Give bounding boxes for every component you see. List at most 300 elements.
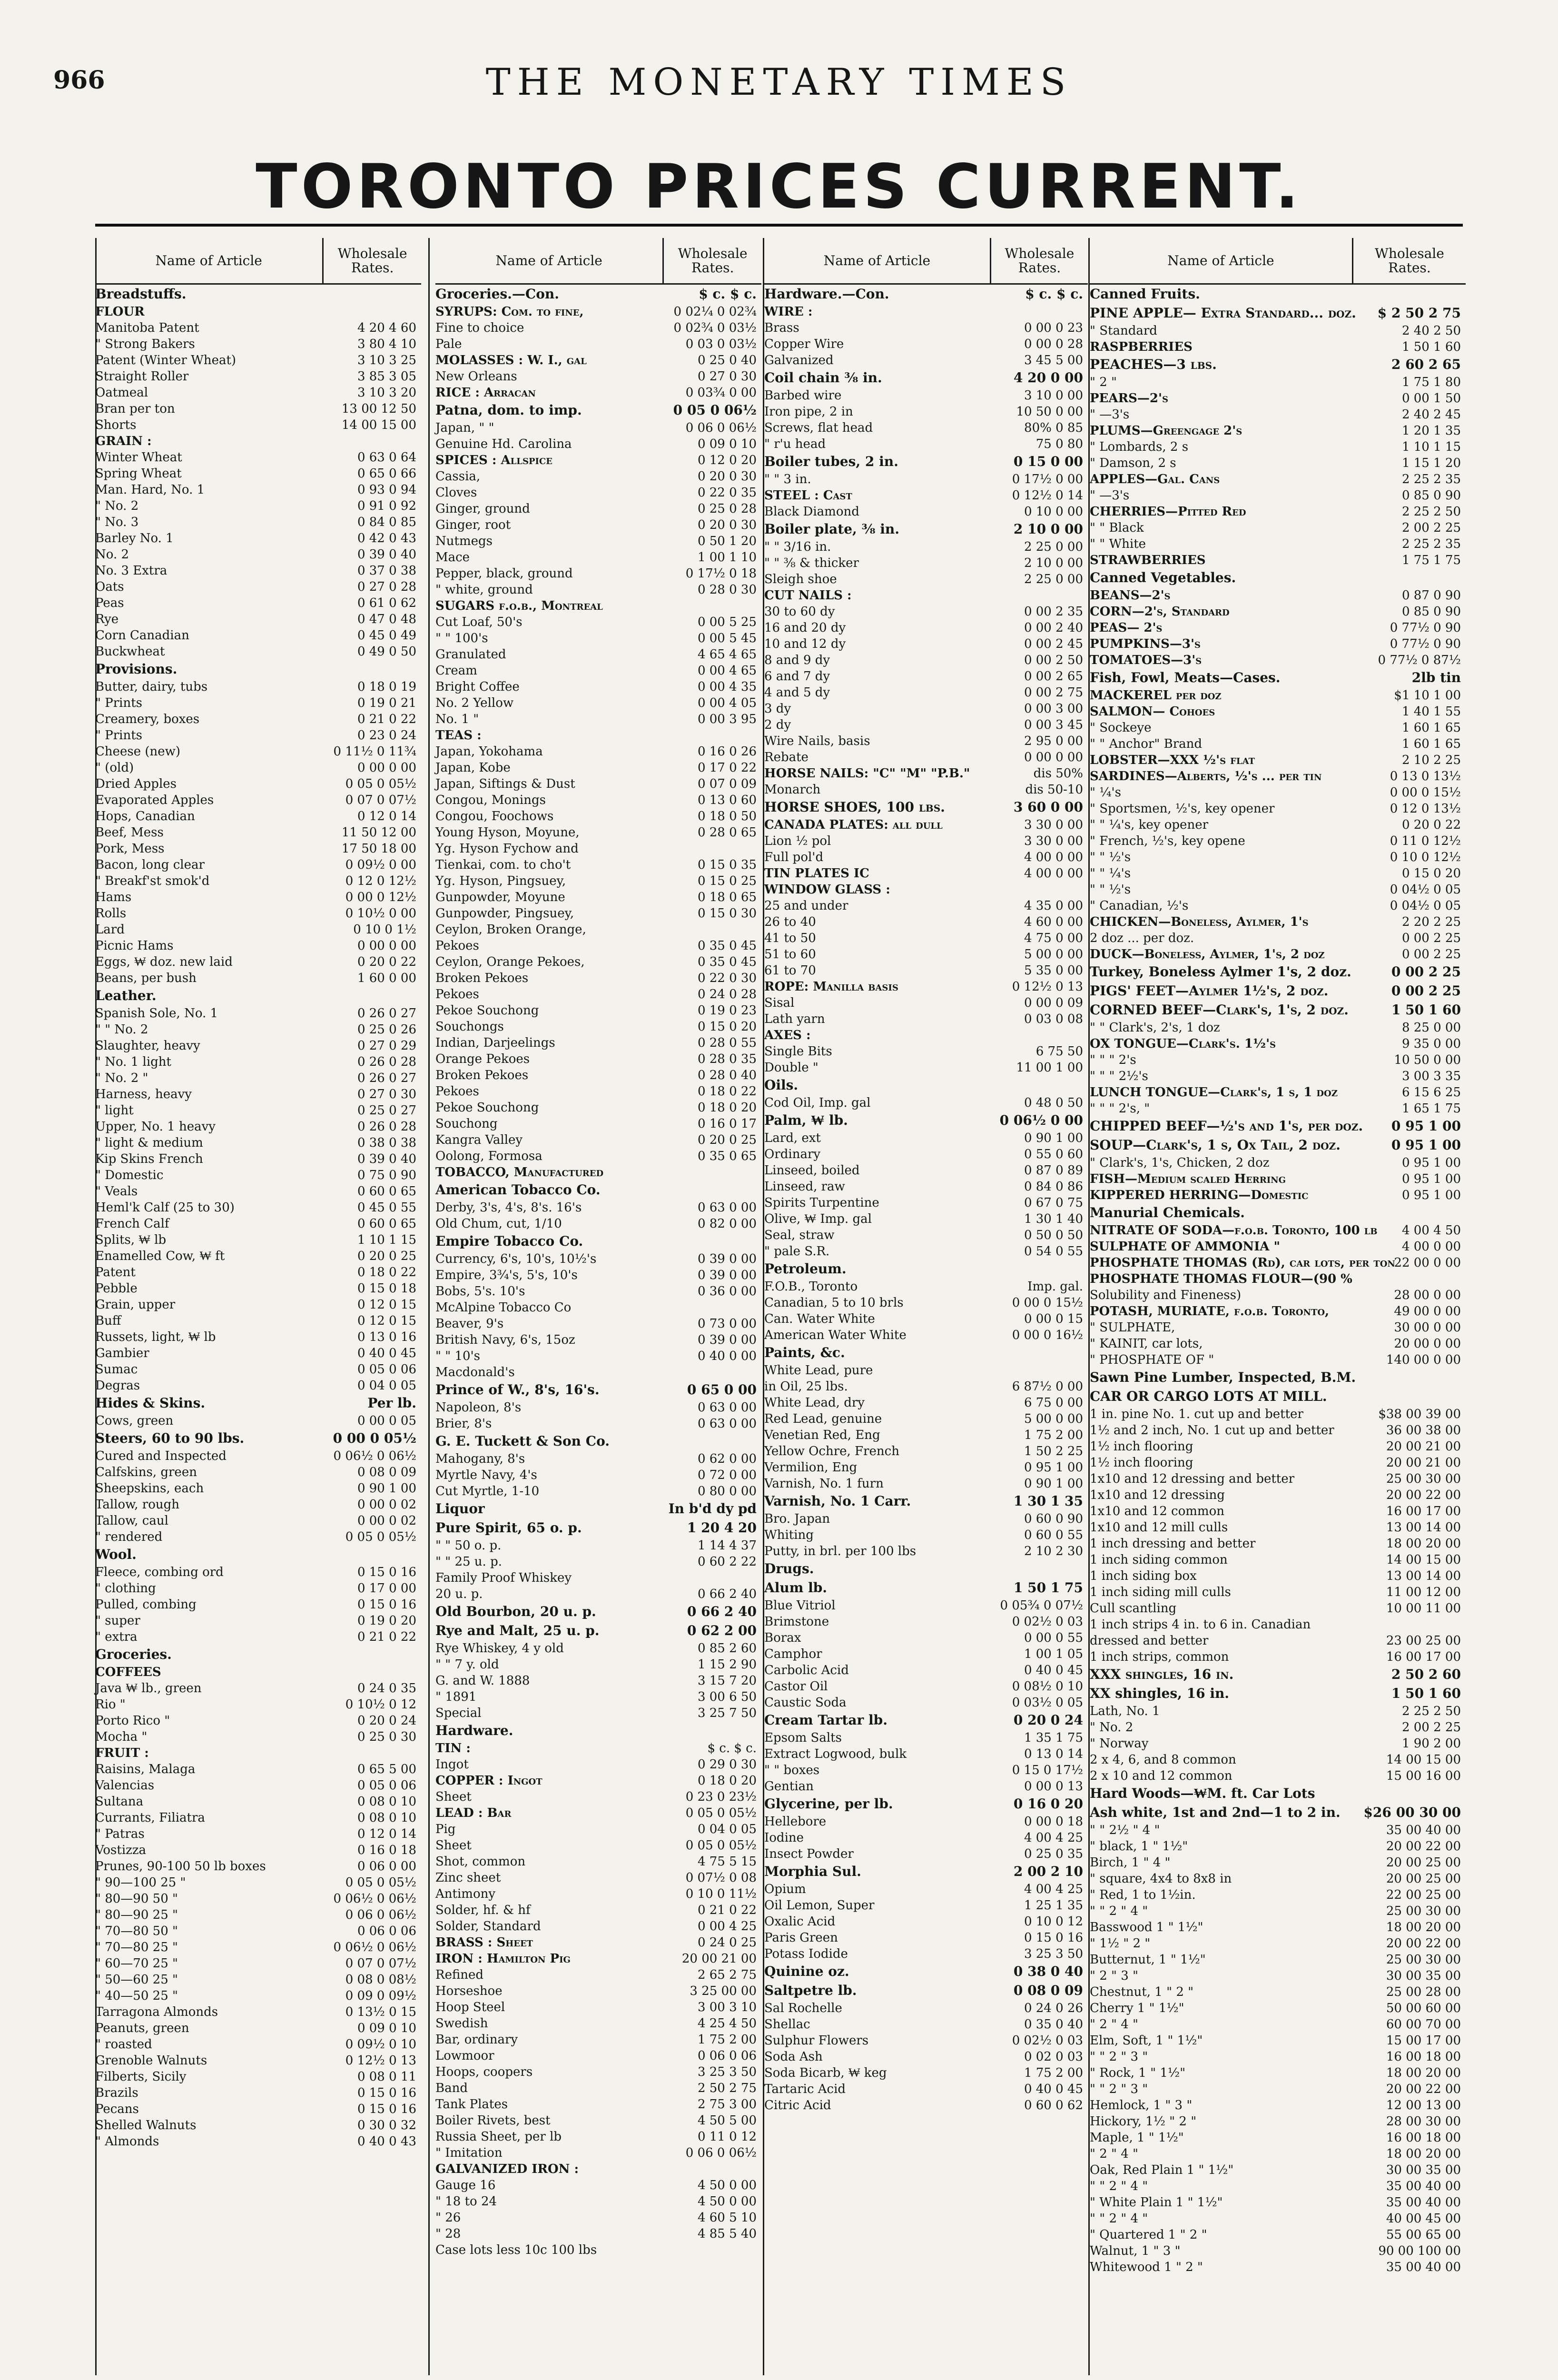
wholesale-rate: [320, 1664, 422, 1680]
article-name: Family Proof Whiskey: [435, 1571, 572, 1585]
article-name: " Imitation: [435, 2146, 503, 2160]
article-name: 4 and 5 dy: [764, 685, 830, 700]
article-name: Pekoes: [435, 987, 479, 1002]
article-name: Splits, ₩ lb: [95, 1233, 167, 1247]
article-name: " pale S.R.: [764, 1244, 830, 1259]
wholesale-rate: 6 87½ 0 00: [1012, 1379, 1083, 1394]
price-row: [764, 352, 1088, 368]
article-name: " " boxes: [764, 1763, 820, 1777]
price-row: [1090, 1101, 1466, 1117]
price-row: [95, 1597, 421, 1613]
price-row: [764, 701, 1088, 717]
price-row: [1090, 1838, 1466, 1854]
price-row: [95, 695, 421, 711]
price-row: [435, 1267, 761, 1283]
wholesale-rate: 0 95 1 00: [1391, 1137, 1461, 1153]
wholesale-rate: 0 87 0 89: [1024, 1163, 1083, 1178]
article-name: " " " 2's: [1090, 1053, 1136, 1067]
article-name: Barbed wire: [764, 388, 842, 403]
wholesale-rate: 4 20 0 00: [1013, 370, 1083, 386]
article-name: COFFEES: [95, 1665, 161, 1679]
wholesale-rate: 0 05 0 05½: [685, 1838, 757, 1853]
wholesale-rate: 0 95 1 00: [1401, 1156, 1461, 1170]
wholesale-rate: 0 00 0 00: [357, 761, 416, 775]
price-row: [1090, 1752, 1466, 1768]
price-row: [95, 1761, 421, 1777]
wholesale-rate: 2 25 0 00: [1024, 572, 1083, 586]
price-row: [764, 1511, 1088, 1527]
price-row: [764, 1814, 1088, 1830]
price-row: [435, 970, 761, 986]
price-row: [435, 1870, 761, 1886]
price-row: [764, 1946, 1088, 1962]
section-title: Petroleum.: [764, 1261, 847, 1277]
price-row: [95, 1232, 421, 1248]
price-row: [95, 1297, 421, 1313]
price-row: [95, 1070, 421, 1086]
wholesale-rate: [987, 1076, 1088, 1095]
wholesale-rate: 4 75 0 00: [1024, 931, 1083, 945]
wholesale-rate: 1 30 1 40: [1024, 1212, 1083, 1226]
price-row: [435, 630, 761, 646]
wholesale-rate: 28 00 0 00: [1394, 1288, 1461, 1302]
section-heading: [764, 520, 1088, 539]
wholesale-rate: 3 60 0 00: [1013, 799, 1083, 815]
price-row: [95, 514, 421, 530]
wholesale-rate: 0 12½ 0 13: [345, 2053, 416, 2068]
wholesale-rate: $ 2 50 2 75: [1377, 305, 1461, 321]
price-row: [764, 1897, 1088, 1914]
wholesale-rate: 0 09 0 10: [357, 2021, 416, 2035]
wholesale-rate: 0 62 0 00: [697, 1452, 757, 1466]
wholesale-rate: 16 00 17 00: [1386, 1504, 1461, 1518]
section-heading: [435, 1432, 761, 1451]
wholesale-rate: 0 63 0 64: [357, 450, 416, 465]
article-name: Fine to choice: [435, 321, 524, 335]
article-name: Oolong, Formosa: [435, 1149, 542, 1163]
article-name: Solder, hf. & hf: [435, 1903, 531, 1917]
price-row: [435, 1951, 761, 1967]
wholesale-rate: 0 04 0 05: [697, 1822, 757, 1836]
price-row: [764, 1597, 1088, 1614]
price-row: [435, 1364, 761, 1380]
wholesale-rate: [661, 841, 762, 857]
article-name: Bobs, 5's. 10's: [435, 1284, 525, 1299]
price-row: [764, 1476, 1088, 1492]
wholesale-rate: 0 15 0 20: [1401, 866, 1461, 881]
price-row: [435, 336, 761, 352]
wholesale-rate: 25 00 28 00: [1386, 1985, 1461, 1999]
article-name: Bran per ton: [95, 402, 175, 416]
wholesale-rate: [661, 922, 762, 938]
price-row: [1090, 914, 1466, 930]
price-row: [435, 1299, 761, 1316]
wholesale-rate: 30 00 0 00: [1394, 1320, 1461, 1335]
article-name: Linseed, raw: [764, 1180, 845, 1194]
article-name: Whiting: [764, 1528, 814, 1542]
article-name: 1 inch dressing and better: [1090, 1537, 1256, 1551]
wholesale-rate: 1 75 1 80: [1401, 375, 1461, 389]
section-title: PIGS' FEET—Aylmer 1½'s, 2 doz.: [1090, 983, 1329, 999]
price-row: [764, 587, 1088, 604]
price-row: [764, 898, 1088, 914]
price-row: [95, 2036, 421, 2053]
wholesale-rate: [320, 1745, 422, 1761]
section-title: Canned Vegetables.: [1090, 570, 1236, 585]
price-row: [95, 466, 421, 482]
wholesale-rate: 1 75 2 00: [1024, 1428, 1083, 1442]
article-name: 61 to 70: [764, 963, 816, 978]
article-name: Pale: [435, 337, 462, 351]
price-row: [435, 1051, 761, 1067]
price-row: [435, 1148, 761, 1164]
wholesale-rate: 0 12 0 12½: [345, 874, 416, 888]
wholesale-rate: 0 15 0 16: [357, 2102, 416, 2116]
wholesale-rate: 1 20 1 35: [1401, 424, 1461, 438]
wholesale-rate: 0 15 0 00: [1013, 454, 1083, 469]
article-name: " No. 2 ": [95, 1071, 148, 1085]
wholesale-rate: 0 08 0 11: [357, 2070, 416, 2084]
wholesale-rate: 0 09 0 10: [697, 437, 757, 451]
article-name: Rye: [95, 612, 119, 626]
wholesale-rate: 0 16 0 26: [697, 744, 757, 759]
price-row: [764, 817, 1088, 833]
wholesale-rate: 0 26 0 27: [357, 1006, 416, 1021]
price-row: [435, 792, 761, 808]
wholesale-rate: 0 00 0 18: [1024, 1815, 1083, 1829]
title-rule: [95, 224, 1463, 227]
section-title: Palm, ₩ lb.: [764, 1112, 848, 1128]
price-row: [764, 1130, 1088, 1146]
section-title: Cream Tartar lb.: [764, 1712, 887, 1728]
wholesale-rate: 0 77½ 0 90: [1390, 637, 1461, 651]
wholesale-rate: 2 25 0 00: [1024, 540, 1083, 554]
wholesale-rate: 0 18 0 65: [697, 890, 757, 904]
price-row: [764, 717, 1088, 733]
wholesale-rate: 0 00 4 05: [697, 696, 757, 710]
price-row: [95, 1745, 421, 1761]
section-heading: [1090, 1387, 1466, 1406]
wholesale-rate: 50 00 60 00: [1386, 2001, 1461, 2015]
section-heading: [764, 1343, 1088, 1362]
wholesale-rate: 0 06 0 06½: [345, 1908, 416, 1922]
price-row: [435, 679, 761, 695]
article-name: Upper, No. 1 heavy: [95, 1120, 216, 1134]
price-row: [1090, 1719, 1466, 1735]
article-name: NITRATE OF SODA—f.o.b. Toronto, 100 lb: [1090, 1223, 1378, 1238]
price-row: [764, 1162, 1088, 1179]
price-row: [764, 684, 1088, 701]
article-name: Pekoe Souchong: [435, 1003, 539, 1018]
wholesale-rate: 0 07 0 09: [697, 777, 757, 791]
wholesale-rate: 0 60 0 65: [357, 1217, 416, 1231]
wholesale-rate: 3 00 3 35: [1401, 1069, 1461, 1083]
article-name: " 80—90 50 ": [95, 1892, 178, 1906]
wholesale-rate: 0 00 0 28: [1024, 337, 1083, 351]
price-row: [764, 782, 1088, 798]
wholesale-rate: 0 20 0 25: [697, 1133, 757, 1147]
wholesale-rate: 0 08 0 08½: [345, 1973, 416, 1987]
section-title: Empire Tobacco Co.: [435, 1233, 583, 1249]
article-name: COPPER : Ingot: [435, 1774, 542, 1788]
wholesale-rate: 0 11 0 12: [697, 2130, 757, 2144]
wholesale-rate: 0 65 0 00: [687, 1382, 757, 1398]
wholesale-rate: 0 00 3 45: [1024, 718, 1083, 732]
wholesale-rate: 0 00 3 95: [697, 712, 757, 726]
article-name: STRAWBERRIES: [1090, 553, 1206, 567]
wholesale-rate: [661, 1299, 762, 1316]
article-name: Oxalic Acid: [764, 1914, 836, 1929]
price-row: [1090, 1422, 1466, 1438]
wholesale-rate: 0 47 0 48: [357, 612, 416, 626]
wholesale-rate: 0 13 0 60: [697, 793, 757, 807]
section-title: Steers, 60 to 90 lbs.: [95, 1430, 245, 1446]
price-row: [1090, 1854, 1466, 1871]
article-name: Brass: [764, 321, 799, 335]
wholesale-rate: [320, 304, 422, 320]
article-name: Yg. Hyson Fychow and: [435, 842, 579, 856]
article-name: " " Clark's, 2's, 1 doz: [1090, 1021, 1220, 1035]
article-name: Paris Green: [764, 1931, 838, 1945]
article-name: " Quartered 1 " 2 ": [1090, 2228, 1207, 2242]
article-name: Sultana: [95, 1795, 144, 1809]
price-row: [435, 2177, 761, 2193]
article-name: Japan, " ": [435, 421, 494, 435]
article-name: 30 to 60 dy: [764, 605, 835, 619]
wholesale-rate: 4 20 4 60: [357, 321, 416, 335]
article-name: American Water White: [764, 1328, 907, 1342]
article-name: " " ¼'s: [1090, 866, 1131, 881]
wholesale-rate: 0 07½ 0 08: [685, 1871, 757, 1885]
wholesale-rate: 0 28 0 55: [697, 1036, 757, 1050]
article-name: ROPE: Manilla basis: [764, 980, 898, 994]
wholesale-rate: 0 54 0 55: [1024, 1244, 1083, 1259]
article-name: Boiler Rivets, best: [435, 2113, 551, 2128]
price-row: [95, 1200, 421, 1216]
article-name: RICE : Arracan: [435, 386, 536, 400]
wholesale-rate: 0 00 5 25: [697, 615, 757, 629]
wholesale-rate: 3 25 7 50: [697, 1706, 757, 1720]
price-row: [764, 304, 1088, 320]
article-name: Refined: [435, 1968, 484, 1982]
wholesale-rate: 0 45 0 49: [357, 628, 416, 643]
wholesale-rate: 4 00 0 00: [1024, 850, 1083, 864]
wholesale-rate: 0 16 0 17: [697, 1117, 757, 1131]
price-row: [95, 679, 421, 695]
article-name: Insect Powder: [764, 1847, 854, 1861]
article-name: TOMATOES—3's: [1090, 653, 1202, 667]
wholesale-rate: 80% 0 85: [1024, 421, 1083, 435]
wholesale-rate: $38 00 39 00: [1378, 1407, 1461, 1421]
price-row: [764, 1195, 1088, 1211]
price-row: [1090, 1155, 1466, 1171]
wholesale-rate: 22 00 0 00: [1394, 1256, 1461, 1270]
price-row: [764, 1630, 1088, 1646]
article-name: " " 2 " 3 ": [1090, 2050, 1148, 2064]
price-row: [764, 420, 1088, 436]
article-name: Case lots less 10c 100 lbs: [435, 2243, 597, 2257]
article-name: 1 in. pine No. 1. cut up and better: [1090, 1407, 1303, 1421]
wholesale-rate: 6 75 50: [1035, 1044, 1083, 1059]
article-name: Heml'k Calf (25 to 30): [95, 1200, 235, 1215]
article-name: " 28: [435, 2227, 461, 2241]
wholesale-rate: [661, 1164, 762, 1180]
section-heading: [764, 1559, 1088, 1578]
price-row: [1090, 1984, 1466, 2000]
wholesale-rate: 0 15 0 18: [357, 1281, 416, 1296]
price-row: [1090, 1487, 1466, 1503]
wholesale-rate: 0 77½ 0 87½: [1378, 653, 1461, 667]
price-row: [1090, 752, 1466, 768]
article-name: PHOSPHATE THOMAS FLOUR—(90 %: [1090, 1272, 1352, 1286]
wholesale-rate: 0 10 0 12: [1024, 1914, 1083, 1929]
article-name: French Calf: [95, 1217, 169, 1231]
article-name: Russia Sheet, per lb: [435, 2130, 562, 2144]
price-row: [435, 2129, 761, 2145]
price-row: [1090, 1020, 1466, 1036]
wholesale-rate: 0 06½ 0 06½: [333, 1892, 416, 1906]
section-heading: [764, 1492, 1088, 1511]
wholesale-rate: 0 18 0 20: [697, 1101, 757, 1115]
article-name: SALMON— Cohoes: [1090, 704, 1215, 719]
price-row: [1090, 865, 1466, 882]
price-row: [1090, 1455, 1466, 1471]
article-name: " KAINIT, car lots,: [1090, 1337, 1203, 1351]
wholesale-rate: [320, 986, 422, 1005]
price-row: [95, 417, 421, 433]
wholesale-rate: 0 15 0 16: [357, 2086, 416, 2100]
article-name: Sisal: [764, 996, 795, 1010]
price-row: [1090, 1887, 1466, 1903]
wholesale-rate: 0 15 0 35: [697, 858, 757, 872]
article-name: GALVANIZED IRON :: [435, 2162, 579, 2176]
wholesale-rate: 0 40 0 00: [697, 1349, 757, 1363]
price-row: [1090, 1952, 1466, 1968]
article-name: GRAIN :: [95, 434, 152, 448]
wholesale-rate: [320, 285, 422, 304]
wholesale-rate: 10 50 0 00: [1394, 1053, 1461, 1067]
wholesale-rate: 0 04½ 0 05: [1390, 883, 1461, 897]
article-name: F.O.B., Toronto: [764, 1279, 858, 1294]
wholesale-rate: 10 50 0 00: [1016, 405, 1083, 419]
wholesale-rate: 0 18 0 20: [697, 1774, 757, 1788]
wholesale-rate: 13 00 12 50: [341, 402, 416, 416]
price-row: [1090, 652, 1466, 668]
article-name: " " 100's: [435, 631, 488, 645]
price-row: [764, 1060, 1088, 1076]
article-name: Creamery, boxes: [95, 712, 200, 726]
price-row: [435, 857, 761, 873]
header-rates: Wholesale Rates.: [322, 238, 421, 283]
price-row: [764, 1830, 1088, 1846]
header-rates: Wholesale Rates.: [662, 238, 761, 283]
price-row: [435, 452, 761, 468]
price-row: [95, 1313, 421, 1329]
section-heading: [1090, 962, 1466, 982]
price-row: [764, 636, 1088, 652]
price-row: [1090, 620, 1466, 636]
wholesale-rate: 0 95 1 00: [1391, 1118, 1461, 1134]
section-title: SOUP—Clark's, 1 s, Ox Tail, 2 doz.: [1090, 1137, 1341, 1153]
article-name: Blue Vitriol: [764, 1598, 836, 1613]
article-name: Cut Myrtle, 1-10: [435, 1484, 540, 1498]
article-name: Brimstone: [764, 1615, 829, 1629]
price-row: [1090, 1822, 1466, 1838]
article-name: 1 inch siding box: [1090, 1569, 1197, 1583]
wholesale-rate: 36 00 38 00: [1386, 1423, 1461, 1438]
wholesale-rate: $26 00 30 00: [1363, 1805, 1461, 1820]
article-name: " r'u head: [764, 437, 826, 451]
price-row: [764, 2016, 1088, 2033]
price-row: [1090, 520, 1466, 536]
wholesale-rate: 1 40 1 55: [1401, 704, 1461, 719]
article-name: Olive, ₩ Imp. gal: [764, 1212, 872, 1226]
article-name: Lard: [95, 922, 125, 937]
section-heading: [95, 986, 421, 1005]
article-name: " " " 2½'s: [1090, 1069, 1148, 1083]
wholesale-rate: 0 22 0 35: [697, 486, 757, 500]
article-name: Hams: [95, 890, 132, 904]
article-name: Brazils: [95, 2086, 138, 2100]
section-title: Sawn Pine Lumber, Inspected, B.M.: [1090, 1369, 1356, 1385]
article-name: " No. 2: [1090, 1720, 1134, 1735]
wholesale-rate: 1 15 1 20: [1401, 456, 1461, 470]
price-row: [435, 582, 761, 598]
price-row: [435, 2048, 761, 2064]
article-name: New Orleans: [435, 369, 517, 384]
article-name: Butter, dairy, tubs: [95, 680, 208, 694]
price-row: [435, 614, 761, 630]
wholesale-rate: 0 28 0 35: [697, 1052, 757, 1066]
section-heading: [764, 1795, 1088, 1814]
article-name: Kip Skins French: [95, 1152, 203, 1166]
price-row: [1090, 2178, 1466, 2194]
price-row: [1090, 455, 1466, 471]
wholesale-rate: 0 25 0 30: [357, 1730, 416, 1744]
wholesale-rate: 16 00 18 00: [1386, 2050, 1461, 2064]
article-name: " Damson, 2 s: [1090, 456, 1176, 470]
wholesale-rate: 0 12½ 0 14: [1012, 488, 1083, 503]
price-row: [764, 1881, 1088, 1897]
wholesale-rate: 15 00 17 00: [1386, 2033, 1461, 2048]
price-row: [95, 611, 421, 627]
wholesale-rate: 0 30 0 32: [357, 2118, 416, 2132]
wholesale-rate: 25 00 30 00: [1386, 1953, 1461, 1967]
price-row: [1090, 2033, 1466, 2049]
article-name: " " 2 " 4 ": [1090, 2179, 1148, 2193]
price-row: [764, 1614, 1088, 1630]
article-name: " " ⅜ & thicker: [764, 556, 859, 570]
article-name: Wire Nails, basis: [764, 734, 870, 748]
article-name: " 2 " 3 ": [1090, 1969, 1139, 1983]
price-row: [95, 2020, 421, 2036]
wholesale-rate: 2 25 2 50: [1401, 1704, 1461, 1718]
wholesale-rate: 0 20 0 30: [697, 518, 757, 532]
article-name: Derby, 3's, 4's, 8's. 16's: [435, 1200, 582, 1215]
price-row: [435, 1164, 761, 1180]
section-heading: [435, 1232, 761, 1251]
price-row: [435, 1983, 761, 1999]
wholesale-rate: 5 00 0 00: [1024, 1412, 1083, 1426]
article-name: TOBACCO, Manufactured: [435, 1165, 604, 1180]
price-row: [435, 1332, 761, 1348]
price-row: [1090, 552, 1466, 568]
article-name: 51 to 60: [764, 947, 816, 962]
article-name: Shelled Walnuts: [95, 2118, 197, 2132]
price-row: [435, 954, 761, 970]
price-row: [435, 1100, 761, 1116]
price-row: [435, 1316, 761, 1332]
